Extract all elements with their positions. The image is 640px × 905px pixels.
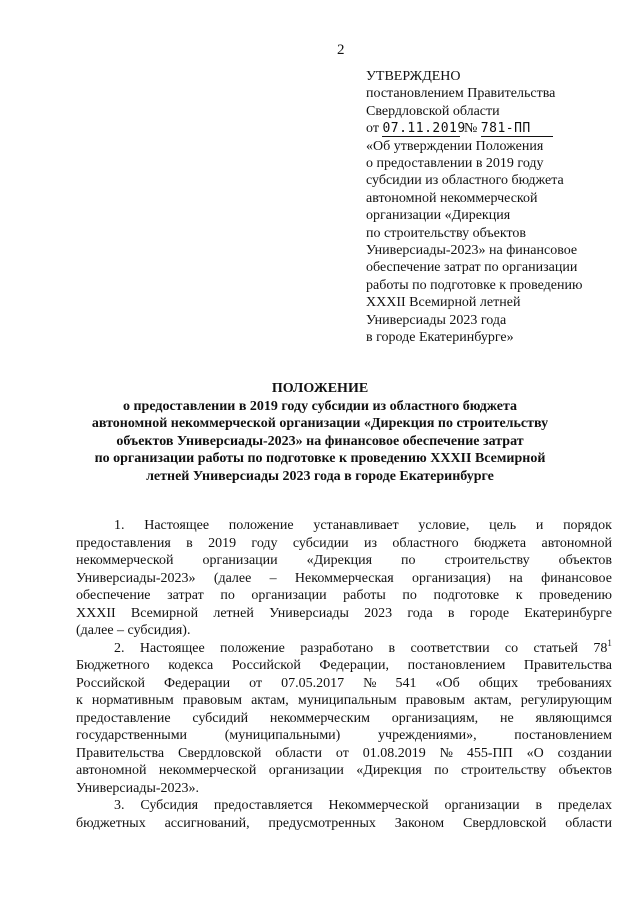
paragraph-line: предоставление субсидий некоммерческим организациям, не являющимся bbox=[76, 710, 612, 726]
paragraph-line: Универсиады-2023». bbox=[76, 780, 200, 796]
approval-subject-line: Универсиады-2023» на финансовое bbox=[366, 243, 578, 259]
title-line: летней Универсиады 2023 года в городе Екатеринбурге bbox=[146, 468, 494, 484]
paragraph-line: Российской Федерации от 07.05.2017 № 541 «Об общих требованиях bbox=[76, 675, 612, 691]
approval-heading: УТВЕРЖДЕНО bbox=[366, 69, 461, 84]
document-body bbox=[76, 517, 612, 832]
date-prefix: от bbox=[366, 121, 379, 137]
paragraph-line: некоммерческой организации «Дирекция по строительству объектов bbox=[76, 553, 612, 568]
approval-subject-line: организации «Дирекция bbox=[366, 208, 511, 224]
approval-subject-line: в городе Екатеринбурге» bbox=[366, 330, 514, 346]
title-line: по организации работы по подготовке к проведению XXXII Всемирной bbox=[94, 451, 546, 467]
paragraph-line: государственными (муниципальными) учреждениями», постановлением bbox=[76, 728, 612, 743]
approval-subject-line: о предоставлении в 2019 году bbox=[366, 156, 544, 172]
title-line: объектов Универсиады-2023» на финансовое обеспечение затрат bbox=[116, 433, 524, 449]
paragraph-line: 3. Субсидия предоставляется Некоммерческой организации в пределах bbox=[114, 798, 612, 813]
paragraph-line: (далее – субсидия). bbox=[76, 623, 191, 638]
approval-date-value: 07.11.2019 bbox=[382, 121, 466, 137]
title-line: автономной некоммерческой организации «Дирекция по строительству bbox=[91, 416, 549, 432]
paragraph-2 bbox=[76, 657, 612, 797]
paragraph-line: обеспечение затрат по организации работы по подготовке к проведению bbox=[76, 588, 612, 603]
paragraph-line: к нормативным правовым актам, муниципальным правовым актам, регулирующим bbox=[76, 693, 612, 708]
approval-stamp-block bbox=[366, 68, 616, 347]
number-prefix: № bbox=[463, 121, 478, 137]
approval-subject-line: по строительству объектов bbox=[366, 225, 527, 241]
approval-number-value: 781-ПП bbox=[480, 121, 531, 137]
paragraph-1 bbox=[76, 517, 612, 640]
approval-number bbox=[481, 122, 553, 137]
title-heading: ПОЛОЖЕНИЕ bbox=[271, 381, 369, 396]
approval-subject-line: обеспечение затрат по организации bbox=[366, 260, 578, 276]
paragraph-line: предоставления в 2019 году субсидии из областного бюджета автономной bbox=[76, 535, 612, 551]
approval-date-line bbox=[366, 120, 616, 137]
approval-subject-line: работы по подготовке к проведению bbox=[366, 277, 583, 293]
paragraph-line: Универсиады-2023» (далее – Некоммерческая организация) на финансовое bbox=[76, 570, 612, 586]
approval-subject-line: автономной некоммерческой bbox=[366, 190, 538, 206]
paragraph-2-first-line: 2. Настоящее положение разработано в соответствии со статьей $78^1$ bbox=[114, 637, 612, 656]
approval-subject-line: XXXII Всемирной летней bbox=[366, 295, 521, 311]
approval-subject-line: субсидии из областного бюджета bbox=[366, 173, 564, 189]
approval-region: Свердловской области bbox=[366, 103, 500, 119]
paragraph-line: автономной некоммерческой организации «Дирекция по строительству объектов bbox=[76, 763, 612, 778]
paragraph-line: 1. Настоящее положение устанавливает условие, цель и порядок bbox=[114, 518, 612, 533]
title-subject bbox=[60, 398, 580, 486]
paragraph-line: XXXII Всемирной летней Универсиады 2023 года в городе Екатеринбурге bbox=[76, 605, 612, 621]
paragraph-line: бюджетных ассигнований, предусмотренных Законом Свердловской области bbox=[76, 815, 612, 831]
paragraph-3 bbox=[76, 797, 612, 832]
paragraph-line: Правительства Свердловской области от 01.08.2019 № 455-ПП «О создании bbox=[76, 745, 612, 761]
page-number: 2 bbox=[337, 42, 345, 58]
approval-subject bbox=[366, 138, 616, 347]
approval-by: постановлением Правительства bbox=[366, 86, 556, 102]
approval-date bbox=[382, 121, 466, 137]
approval-subject-line: Универсиады 2023 года bbox=[366, 312, 507, 328]
paragraph-line: Бюджетного кодекса Российской Федерации, постановлением Правительства bbox=[76, 658, 612, 673]
article-superscript: 1 bbox=[607, 637, 612, 648]
title-line: о предоставлении в 2019 году субсидии из областного бюджета bbox=[122, 398, 518, 414]
approval-subject-line: «Об утверждении Положения bbox=[366, 138, 544, 154]
document-title bbox=[60, 380, 580, 486]
